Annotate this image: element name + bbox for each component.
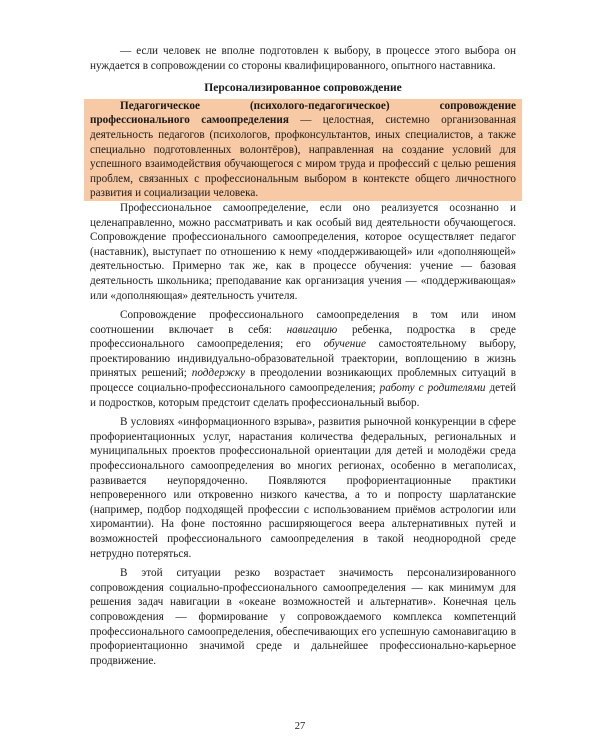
paragraph-2-part-2: ребенка, подростка в среде профессионального самоопределения; его <box>90 323 517 351</box>
paragraph-4: В этой ситуации резко возрастает значимость персонализированного сопровождения социально-профессионального самоопределения — как минимум для решения задач навигации в «океане возможностей и альтернатив». Конечная цель сопровождения — формирование у сопровождаемого комплекса компетенций профессионального самоопределения, обеспечивающих его успешную самонавигацию в профориентационно значимой среде и дальнейшее профессионально-карьерное продвижение. <box>90 567 516 667</box>
paragraph-2-part-4: в преодолении возникающих проблемных ситуаций в процессе социально-профессионального самоопределения; <box>90 367 516 395</box>
emphasis-support: поддержку <box>191 367 246 380</box>
definition-paragraph <box>84 99 522 201</box>
paragraph-2-part-3: самостоятельному выбору, проектированию индивидуально-образовательной траектории, воплощению в жизнь принятых решений; <box>90 338 516 380</box>
emphasis-learning: обучение <box>323 338 366 351</box>
paragraph-2 <box>90 308 516 410</box>
section-title: Персонализированное сопровождение <box>204 82 402 95</box>
definition-text: — целостная, системно организованная деятельность педагогов (психологов, профконсультантов, иных специалистов, а также специально подготовленных волонтёров), направленная на создание условий для успешного взаимодействия обучающегося с миром труда и профессий с целью решения проблем, связанных с профессиональным выбором в контексте общего личностного развития и социализации человека. <box>90 114 516 200</box>
page-number: 27 <box>294 721 306 732</box>
emphasis-parents: работу с родителями <box>379 382 486 395</box>
emphasis-navigation: навигацию <box>286 323 338 336</box>
intro-paragraph: — если человек не вполне подготовлен к выбору, в процессе этого выбора он нуждается в сопровождении со стороны квалифицированного, опытного наставника. <box>90 45 516 72</box>
paragraph-3: В условиях «информационного взрыва», развития рыночной конкуренции в сфере профориентационных услуг, нарастания количества федеральных, региональных и муниципальных проектов профессиональной ориентации для детей и молодёжи среда профессионального самоопределения во многих регионах, особенно в мегаполисах, развивается неупорядоченно. Появляются профориентационные практики непроверенного или откровенно низкого качества, а то и попросту шарлатанские (например, подбор подходящей профессии с использованием приёмов астрологии или хиромантии). На фоне постоянно расширяющегося веера альтернативных путей и возможностей профессионального самоопределения в такой неоднородной среде нетрудно потеряться. <box>90 416 516 560</box>
paragraph-1: Профессиональное самоопределение, если оно реализуется осознанно и целенаправленно, можно рассматривать и как особый вид деятельности обучающегося. Сопровождение профессионального самоопределения, которое осуществляет педагог (наставник), выступает по отношению к нему «поддерживающей» или «дополняющей» деятельностью. Примерно так же, как в процессе обучения: учение — базовая деятельность школьника; преподавание как организация учения — «поддерживающая» или «дополняющая» деятельность учителя. <box>90 201 516 302</box>
definition-term: Педагогическое (психолого-педагогическое) сопровождение профессионального самоопределения <box>90 99 516 127</box>
paragraph-2-part-5: детей и подростков, которым предстоит сделать профессиональный выбор. <box>90 382 516 409</box>
paragraph-2-part-1: Сопровождение профессионального самоопределения в том или ином соотношении включает в себя: <box>90 309 516 336</box>
